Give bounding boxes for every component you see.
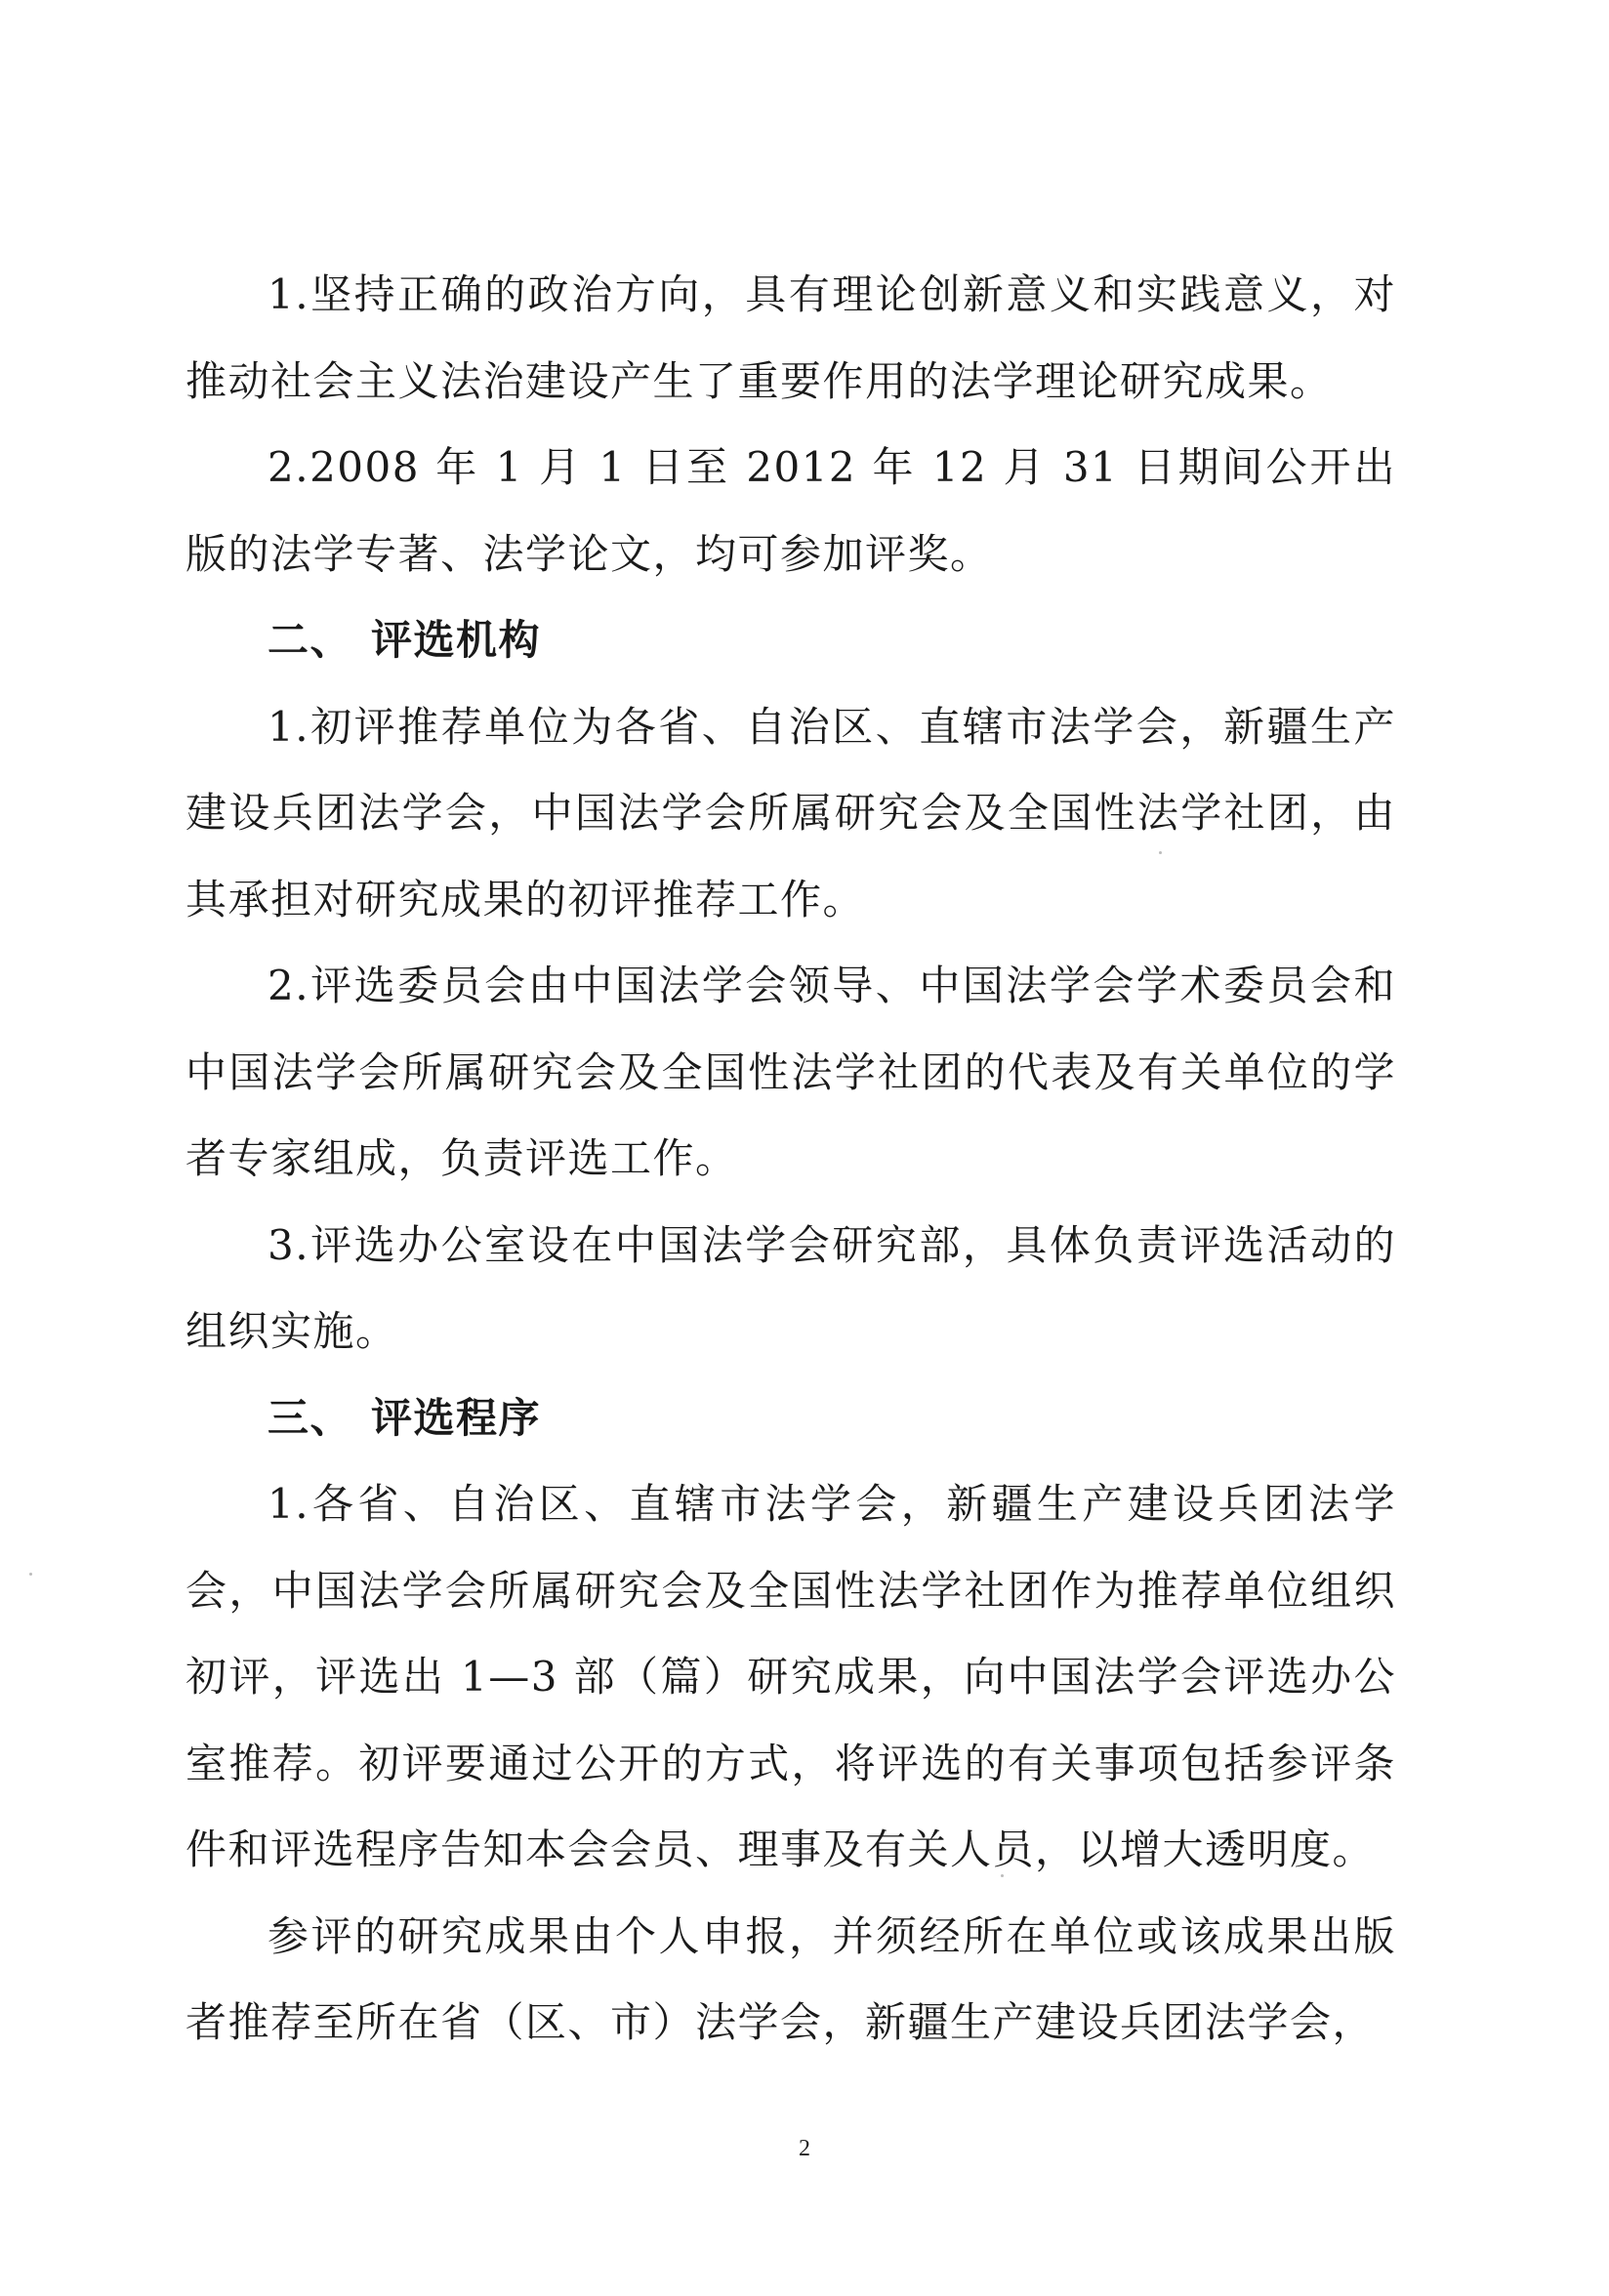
paragraph-criteria-1: 1.坚持正确的政治方向，具有理论创新意义和实践意义，对推动社会主义法治建设产生了重要作用的法学理论研究成果。	[186, 270, 1396, 405]
section-number: 三、	[268, 1393, 353, 1442]
paragraph-criteria-2: 2.2008 年 1 月 1 日至 2012 年 12 月 31 日期间公开出版的法学专著、法学论文，均可参加评奖。	[186, 443, 1396, 578]
section-title: 评选机构	[371, 616, 542, 664]
section-heading-evaluation-bodies	[186, 597, 1396, 684]
paragraph-bodies-2: 2.评选委员会由中国法学会领导、中国法学会学术委员会和中国法学会所属研究会及全国性法学社团的代表及有关单位的学者专家组成，负责评选工作。	[186, 962, 1396, 1182]
paragraph-bodies-1: 1.初评推荐单位为各省、自治区、直辖市法学会，新疆生产建设兵团法学会，中国法学会所属研究会及全国性法学社团，由其承担对研究成果的初评推荐工作。	[186, 702, 1396, 923]
scan-speck	[1159, 851, 1162, 854]
section-title: 评选程序	[371, 1393, 542, 1442]
scan-speck	[29, 1573, 32, 1576]
paragraph-bodies-3: 3.评选办公室设在中国法学会研究部，具体负责评选活动的组织实施。	[186, 1220, 1396, 1355]
section-number: 二、	[268, 616, 353, 664]
section-heading-evaluation-procedure	[186, 1375, 1396, 1462]
document-body	[186, 252, 1396, 2067]
page-number: 2	[799, 2136, 810, 2161]
paragraph-procedure-2: 参评的研究成果由个人申报，并须经所在单位或该成果出版者推荐至所在省（区、市）法学会，新疆生产建设兵团法学会，	[186, 1911, 1396, 2046]
paragraph-procedure-1: 1.各省、自治区、直辖市法学会，新疆生产建设兵团法学会，中国法学会所属研究会及全国性法学社团作为推荐单位组织初评，评选出 1—3 部（篇）研究成果，向中国法学会评选办公室推荐。初评要通过公开的方式，将评选的有关事项包括参评条件和评选程序告知本会会员、理事及有关人员，以增大透明度。	[186, 1480, 1396, 1873]
scan-speck	[1001, 1874, 1004, 1877]
